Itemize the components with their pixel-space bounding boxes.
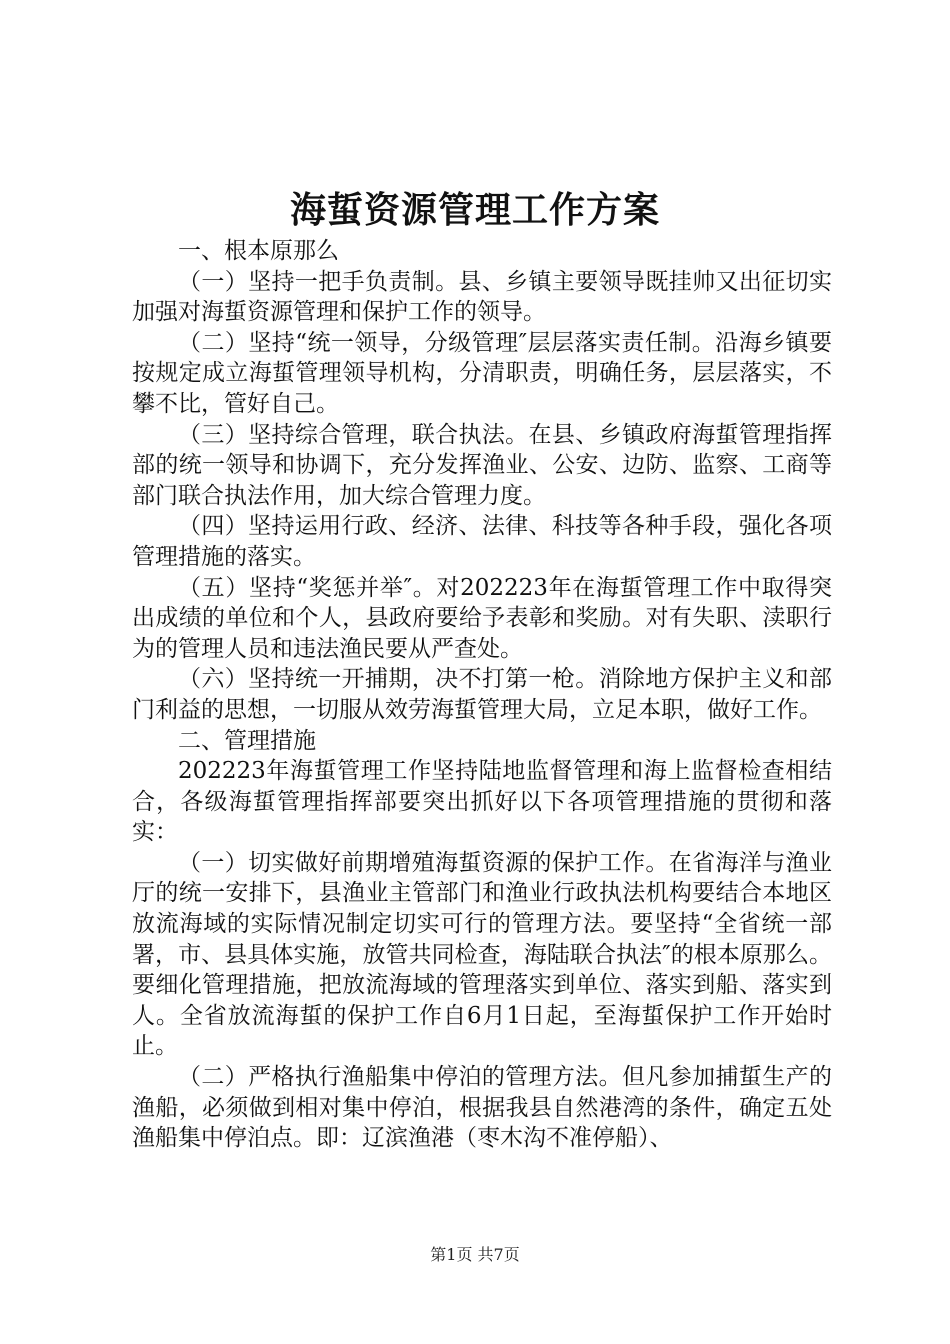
section-heading-measures: 二、管理措施 [178, 727, 316, 754]
paragraph-principle-1: （一）坚持一把手负责制。县、乡镇主要领导既挂帅又出征切实加强对海蜇资源管理和保护工作的领导。 [132, 268, 832, 326]
paragraph-principle-5: （五）坚持“奖惩并举″。对202223年在海蜇管理工作中取得突出成绩的单位和个人，县政府要给予表彰和奖励。对有失职、渎职行为的管理人员和违法渔民要从严查处。 [132, 574, 832, 662]
paragraph-principle-3: （三）坚持综合管理，联合执法。在县、乡镇政府海蜇管理指挥部的统一领导和协调下，充分发挥渔业、公安、边防、监察、工商等部门联合执法作用，加大综合管理力度。 [132, 421, 832, 509]
document-body [132, 236, 832, 1154]
paragraph-principle-2: （二）坚持“统一领导，分级管理″层层落实责任制。沿海乡镇要按规定成立海蜇管理领导机构，分清职责，明确任务，层层落实，不攀不比，管好自己。 [132, 329, 832, 417]
paragraph-measure-2: （二）严格执行渔船集中停泊的管理方法。但凡参加捕蜇生产的渔船，必须做到相对集中停泊，根据我县自然港湾的条件，确定五处渔船集中停泊点。即：辽滨渔港（枣木沟不准停船）、 [132, 1064, 832, 1152]
section-heading-principles: 一、根本原那么 [178, 238, 339, 264]
page-number-footer: 第1页 共7页 [430, 1245, 520, 1264]
paragraph-principle-6: （六）坚持统一开捕期，决不打第一枪。消除地方保护主义和部门利益的思想，一切服从效劳海蜇管理大局，立足本职，做好工作。 [132, 666, 832, 723]
paragraph-measures-intro: 202223年海蜇管理工作坚持陆地监督管理和海上监督检查相结合，各级海蜇管理指挥部要突出抓好以下各项管理措施的贯彻和落实： [132, 758, 832, 846]
paragraph-measure-1: （一）切实做好前期增殖海蜇资源的保护工作。在省海洋与渔业厅的统一安排下，县渔业主管部门和渔业行政执法机构要结合本地区放流海域的实际情况制定切实可行的管理方法。要坚持“全省统一部署，市、县具体实施，放管共同检查，海陆联合执法″的根本原那么。要细化管理措施，把放流海域的管理落实到单位、落实到船、落实到人。全省放流海蜇的保护工作自6月1日起，至海蜇保护工作开始时止。 [132, 849, 832, 1060]
paragraph-principle-4: （四）坚持运用行政、经济、法律、科技等各种手段，强化各项管理措施的落实。 [132, 513, 832, 570]
document-title: 海蜇资源管理工作方案 [289, 189, 660, 231]
